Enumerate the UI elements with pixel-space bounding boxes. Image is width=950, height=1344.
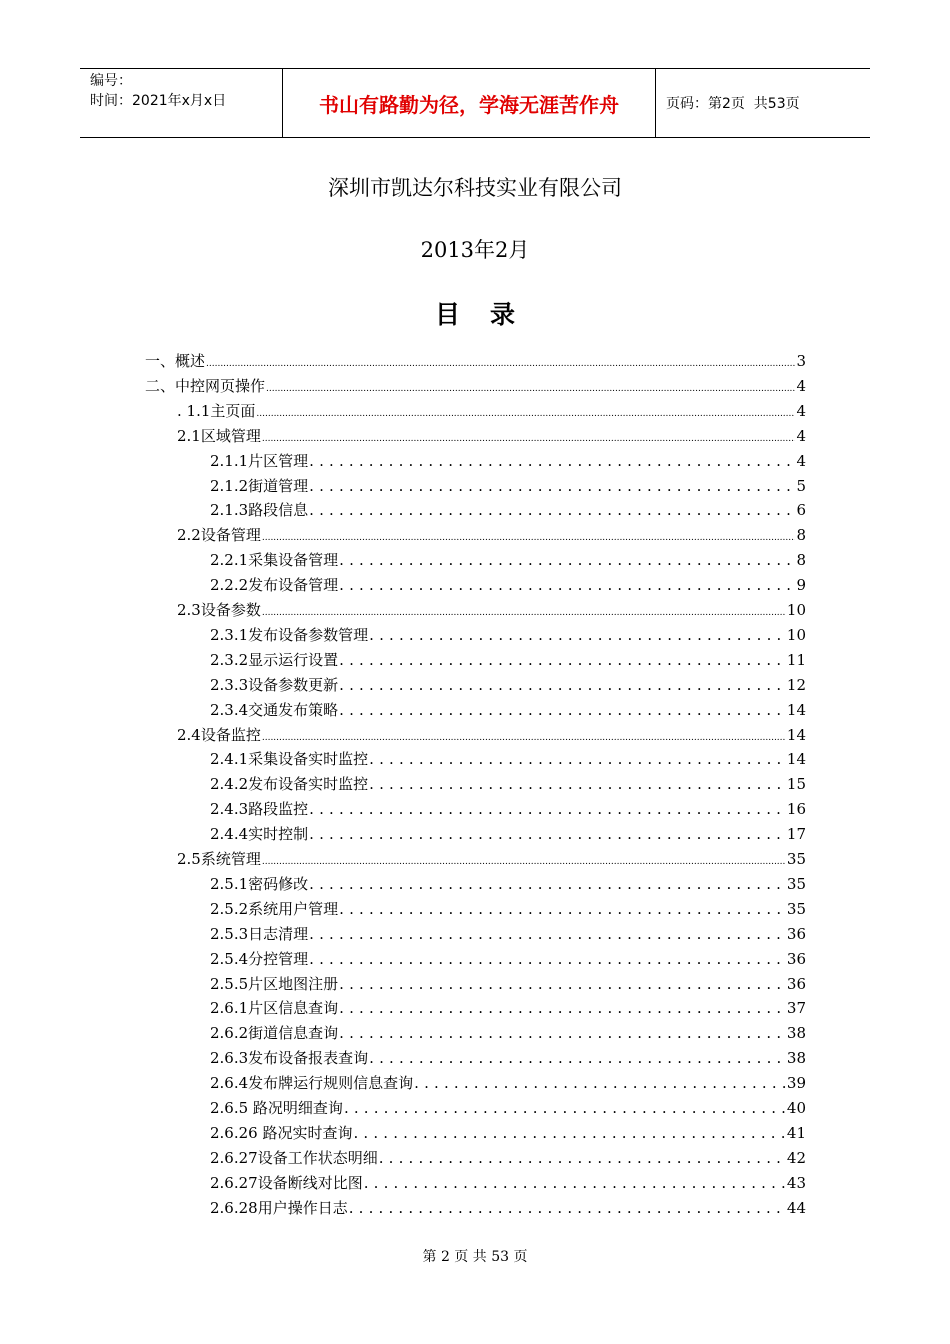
header-page-info: 页码：第2页 共53页 [666, 96, 800, 112]
toc-entry[interactable] [210, 798, 806, 822]
toc-entry-page: 14 [786, 725, 806, 744]
toc-entry-label: 2.3.3设备参数更新 [210, 675, 339, 694]
toc-leader-dots [266, 377, 795, 395]
toc-leader-dots [349, 1199, 786, 1217]
toc-entry-label: 2.5.1密码修改 [210, 874, 309, 893]
toc-leader-dots [262, 601, 786, 619]
toc-leader-dots [339, 676, 786, 694]
toc-entry-page: 15 [786, 775, 806, 794]
toc-entry-page: 37 [786, 999, 806, 1018]
toc-leader-dots [353, 1124, 785, 1142]
toc-entry[interactable] [210, 1097, 806, 1121]
page-header [80, 68, 870, 138]
document-date: 2013年2月 [420, 238, 530, 262]
toc-entry-page: 8 [796, 551, 806, 570]
toc-entry-label: 2.5.2系统用户管理 [210, 899, 339, 918]
header-left-cell [80, 69, 282, 137]
toc-entry-page: 4 [796, 426, 806, 445]
toc-entry[interactable] [177, 848, 806, 872]
toc-leader-dots [339, 1024, 786, 1042]
toc-leader-dots [262, 526, 796, 544]
page-footer: 第 2 页 共 53 页 [422, 1249, 528, 1265]
toc-leader-dots [309, 875, 786, 893]
toc-entry[interactable] [210, 997, 806, 1021]
toc-entry-page: 8 [796, 526, 806, 545]
toc-entry-label: 2.3.4交通发布策略 [210, 700, 339, 719]
toc-entry[interactable] [177, 425, 806, 449]
toc-leader-dots [339, 900, 786, 918]
toc-entry-label: 2.6.27设备工作状态明细 [210, 1148, 378, 1167]
toc-entry-label: 2.2.1采集设备管理 [210, 551, 339, 570]
toc-entry[interactable] [145, 350, 806, 374]
toc-entry[interactable] [210, 1147, 806, 1171]
toc-leader-dots [309, 452, 795, 470]
toc-leader-dots [339, 999, 786, 1017]
toc-leader-dots [364, 1174, 786, 1192]
toc-leader-dots [339, 975, 786, 993]
toc-entry[interactable] [210, 574, 806, 598]
toc-entry[interactable] [210, 649, 806, 673]
toc-entry[interactable] [210, 773, 806, 797]
toc-leader-dots [206, 352, 795, 370]
toc-leader-dots [369, 750, 786, 768]
toc-entry-label: 2.6.28用户操作日志 [210, 1198, 348, 1217]
toc-entry-page: 9 [796, 576, 806, 595]
toc-entry[interactable] [210, 973, 806, 997]
toc-entry-page: 6 [796, 501, 806, 520]
toc-entry-label: 2.4.1采集设备实时监控 [210, 750, 369, 769]
toc-entry-label: 2.6.3发布设备报表查询 [210, 1049, 369, 1068]
toc-entry[interactable] [210, 948, 806, 972]
toc-entry[interactable] [145, 375, 806, 399]
toc-entry[interactable] [210, 674, 806, 698]
toc-leader-dots [309, 501, 795, 519]
toc-entry-page: 41 [786, 1123, 806, 1142]
toc-entry-label: 2.2设备管理 [177, 526, 261, 545]
toc-entry-label: 2.6.27设备断线对比图 [210, 1173, 363, 1192]
toc-entry-page: 35 [786, 874, 806, 893]
header-motto: 书山有路勤为径，学海无涯苦作舟 [282, 69, 656, 137]
toc-leader-dots [379, 1149, 786, 1167]
toc-entry-label: 一、概述 [145, 352, 206, 370]
company-name: 深圳市凯达尔科技实业有限公司 [328, 176, 622, 200]
toc-entry[interactable] [210, 923, 806, 947]
toc-entry-page: 5 [796, 476, 806, 495]
toc-leader-dots [262, 427, 796, 445]
toc-entry-label: 2.6.4发布牌运行规则信息查询 [210, 1074, 414, 1093]
toc-entry[interactable] [210, 1122, 806, 1146]
toc-entry[interactable] [210, 1047, 806, 1071]
toc-entry-page: 10 [786, 625, 806, 644]
toc-leader-dots [339, 551, 795, 569]
toc-title: 目录 [434, 300, 545, 329]
toc-entry-label: 2.4.4实时控制 [210, 825, 309, 844]
toc-entry-label: 2.6.26 路况实时查询 [210, 1123, 353, 1142]
toc-entry-label: 2.3设备参数 [177, 601, 261, 619]
toc-entry-label: 2.3.1发布设备参数管理 [210, 625, 369, 644]
toc-entry[interactable] [210, 898, 806, 922]
toc-entry[interactable] [210, 1172, 806, 1196]
toc-entry-page: 35 [786, 850, 806, 868]
toc-leader-dots [262, 726, 786, 744]
toc-entry-label: 2.2.2发布设备管理 [210, 576, 339, 595]
toc-entry-label: 2.6.1片区信息查询 [210, 999, 339, 1018]
toc-leader-dots [309, 925, 786, 943]
toc-entry-label: 2.5系统管理 [177, 850, 261, 868]
toc-entry-label: 2.5.5片区地图注册 [210, 974, 339, 993]
toc-entry[interactable] [210, 1022, 806, 1046]
toc-entry[interactable] [210, 1072, 806, 1096]
toc-entry[interactable] [210, 873, 806, 897]
toc-entry-page: 38 [786, 1024, 806, 1043]
toc-entry-page: 36 [786, 974, 806, 993]
toc-entry-label: 2.4.3路段监控 [210, 800, 309, 819]
toc-entry-page: 43 [786, 1173, 806, 1192]
toc-leader-dots [309, 950, 786, 968]
toc-entry[interactable] [210, 748, 806, 772]
toc-entry[interactable] [210, 1197, 806, 1221]
toc-entry-page: 38 [786, 1049, 806, 1068]
toc-leader-dots [256, 402, 795, 420]
toc-entry-label: . 1.1主页面 [177, 401, 256, 420]
toc-entry-label: 2.1.2街道管理 [210, 476, 309, 495]
toc-leader-dots [309, 477, 795, 495]
toc-entry-page: 4 [796, 376, 806, 395]
toc-entry-page: 39 [786, 1074, 806, 1093]
toc-entry-page: 12 [786, 675, 806, 694]
number-label: 编号： [90, 73, 132, 89]
toc-entry-page: 10 [786, 601, 806, 619]
toc-entry[interactable] [210, 499, 806, 523]
toc-leader-dots [262, 850, 786, 868]
time-label: 时间：2021年x月x日 [90, 93, 227, 109]
toc-entry[interactable] [177, 524, 806, 548]
toc-entry-page: 17 [786, 825, 806, 844]
toc-entry[interactable] [210, 450, 806, 474]
toc-entry[interactable] [210, 475, 806, 499]
toc-entry[interactable] [177, 400, 806, 424]
toc-leader-dots [339, 576, 795, 594]
toc-entry[interactable] [177, 724, 806, 748]
toc-entry-page: 40 [786, 1099, 806, 1117]
toc-entry-page: 42 [786, 1148, 806, 1167]
toc-entry-page: 44 [786, 1198, 806, 1217]
toc-entry-page: 11 [786, 650, 806, 669]
toc-entry-label: 2.4.2发布设备实时监控 [210, 775, 369, 794]
toc-entry-label: 2.6.2街道信息查询 [210, 1024, 339, 1043]
toc-leader-dots [339, 701, 786, 719]
toc-leader-dots [369, 1049, 786, 1067]
toc-entry-page: 3 [796, 352, 806, 370]
toc-entry-page: 4 [796, 451, 806, 470]
toc-leader-dots [339, 651, 786, 669]
toc-entry-page: 16 [786, 800, 806, 819]
toc-entry-label: 2.1.3路段信息 [210, 501, 309, 520]
toc-entry-label: 2.5.4分控管理 [210, 949, 309, 968]
toc-entry-page: 36 [786, 949, 806, 968]
toc-entry-page: 14 [786, 700, 806, 719]
toc-entry-label: 2.6.5 路况明细查询 [210, 1099, 343, 1117]
toc-leader-dots [369, 775, 786, 793]
toc-leader-dots [344, 1099, 786, 1117]
toc-entry[interactable] [210, 699, 806, 723]
toc-entry-page: 36 [786, 924, 806, 943]
toc-entry-label: 2.1.1片区管理 [210, 451, 309, 470]
toc-leader-dots [309, 800, 786, 818]
toc-entry[interactable] [210, 549, 806, 573]
toc-entry[interactable] [210, 624, 806, 648]
toc-entry-label: 2.1区域管理 [177, 426, 261, 445]
toc-entry-label: 二、中控网页操作 [145, 376, 266, 395]
toc-leader-dots [309, 825, 786, 843]
toc-entry-page: 35 [786, 899, 806, 918]
toc-leader-dots [414, 1074, 786, 1092]
toc-leader-dots [369, 626, 786, 644]
toc-entry-page: 14 [786, 750, 806, 769]
toc-entry-label: 2.5.3日志清理 [210, 924, 309, 943]
toc-entry[interactable] [177, 599, 806, 623]
toc-entry-label: 2.3.2显示运行设置 [210, 650, 339, 669]
toc-entry-page: 4 [796, 401, 806, 420]
toc-entry[interactable] [210, 823, 806, 847]
toc-entry-label: 2.4设备监控 [177, 725, 261, 744]
